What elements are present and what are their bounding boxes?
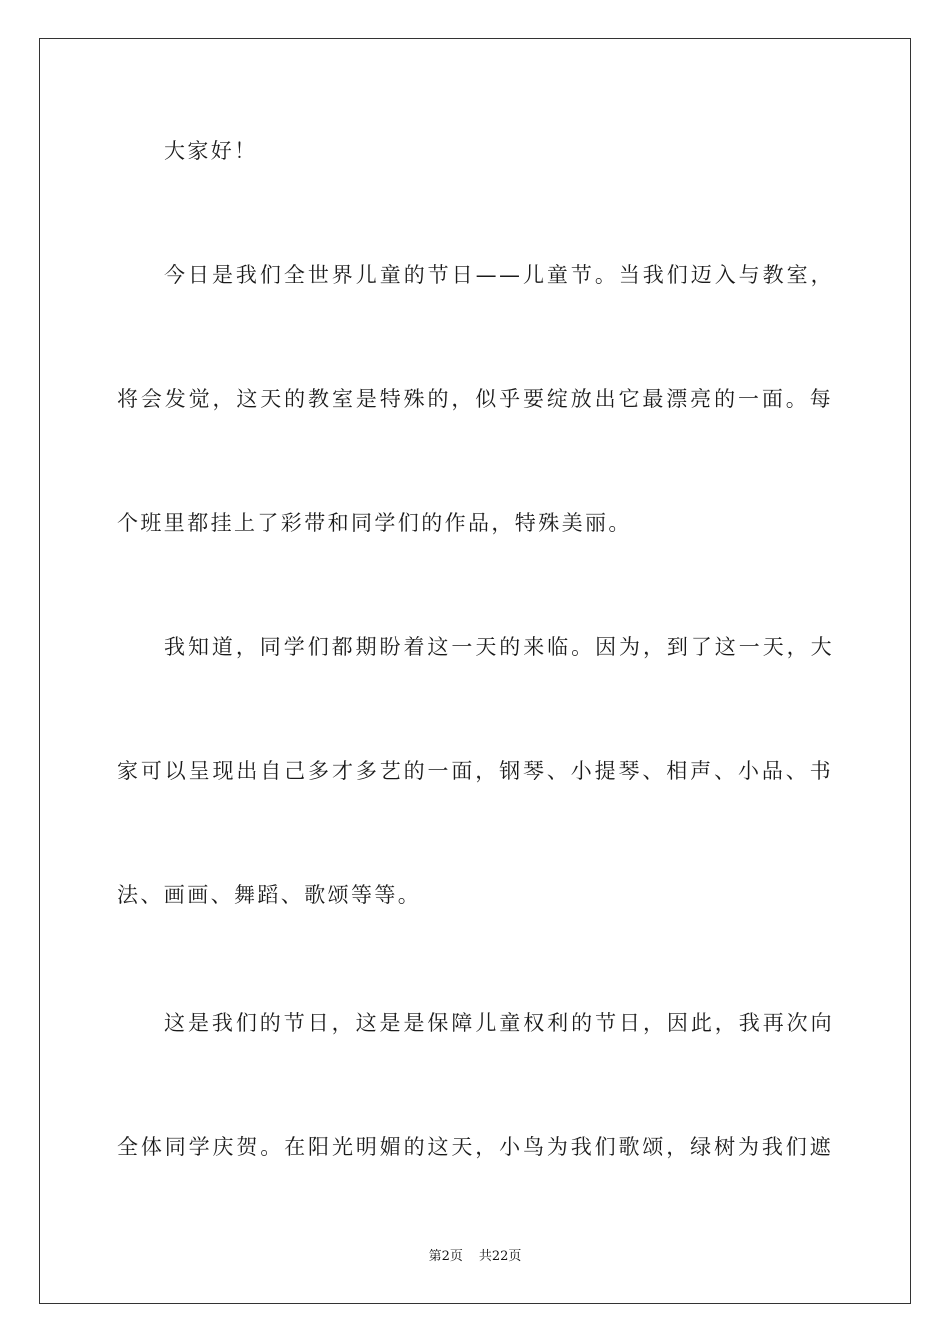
page-footer [0,1248,950,1266]
paragraph-1-line-1: 今日是我们全世界儿童的节日——儿童节。当我们迈入与教室， [164,263,834,287]
paragraph-1-line-2: 将会发觉，这天的教室是特殊的，似乎要绽放出它最漂亮的一面。每 [117,387,833,411]
paragraph-3-line-2: 全体同学庆贺。在阳光明媚的这天，小鸟为我们歌颂，绿树为我们遮 [117,1135,833,1159]
page-border [39,38,911,1304]
page-number: 第2页 [428,1249,463,1264]
page-total: 共22页 [478,1249,522,1264]
paragraph-2-line-1: 我知道，同学们都期盼着这一天的来临。因为，到了这一天，大 [164,635,834,659]
paragraph-2-line-2: 家可以呈现出自己多才多艺的一面，钢琴、小提琴、相声、小品、书 [117,759,833,783]
paragraph-2-line-3: 法、画画、舞蹈、歌颂等等。 [117,883,422,907]
paragraph-3-line-1: 这是我们的节日，这是是保障儿童权利的节日，因此，我再次向 [164,1011,834,1035]
greeting-line: 大家好！ [164,139,258,163]
paragraph-1-line-3: 个班里都挂上了彩带和同学们的作品，特殊美丽。 [117,511,632,535]
